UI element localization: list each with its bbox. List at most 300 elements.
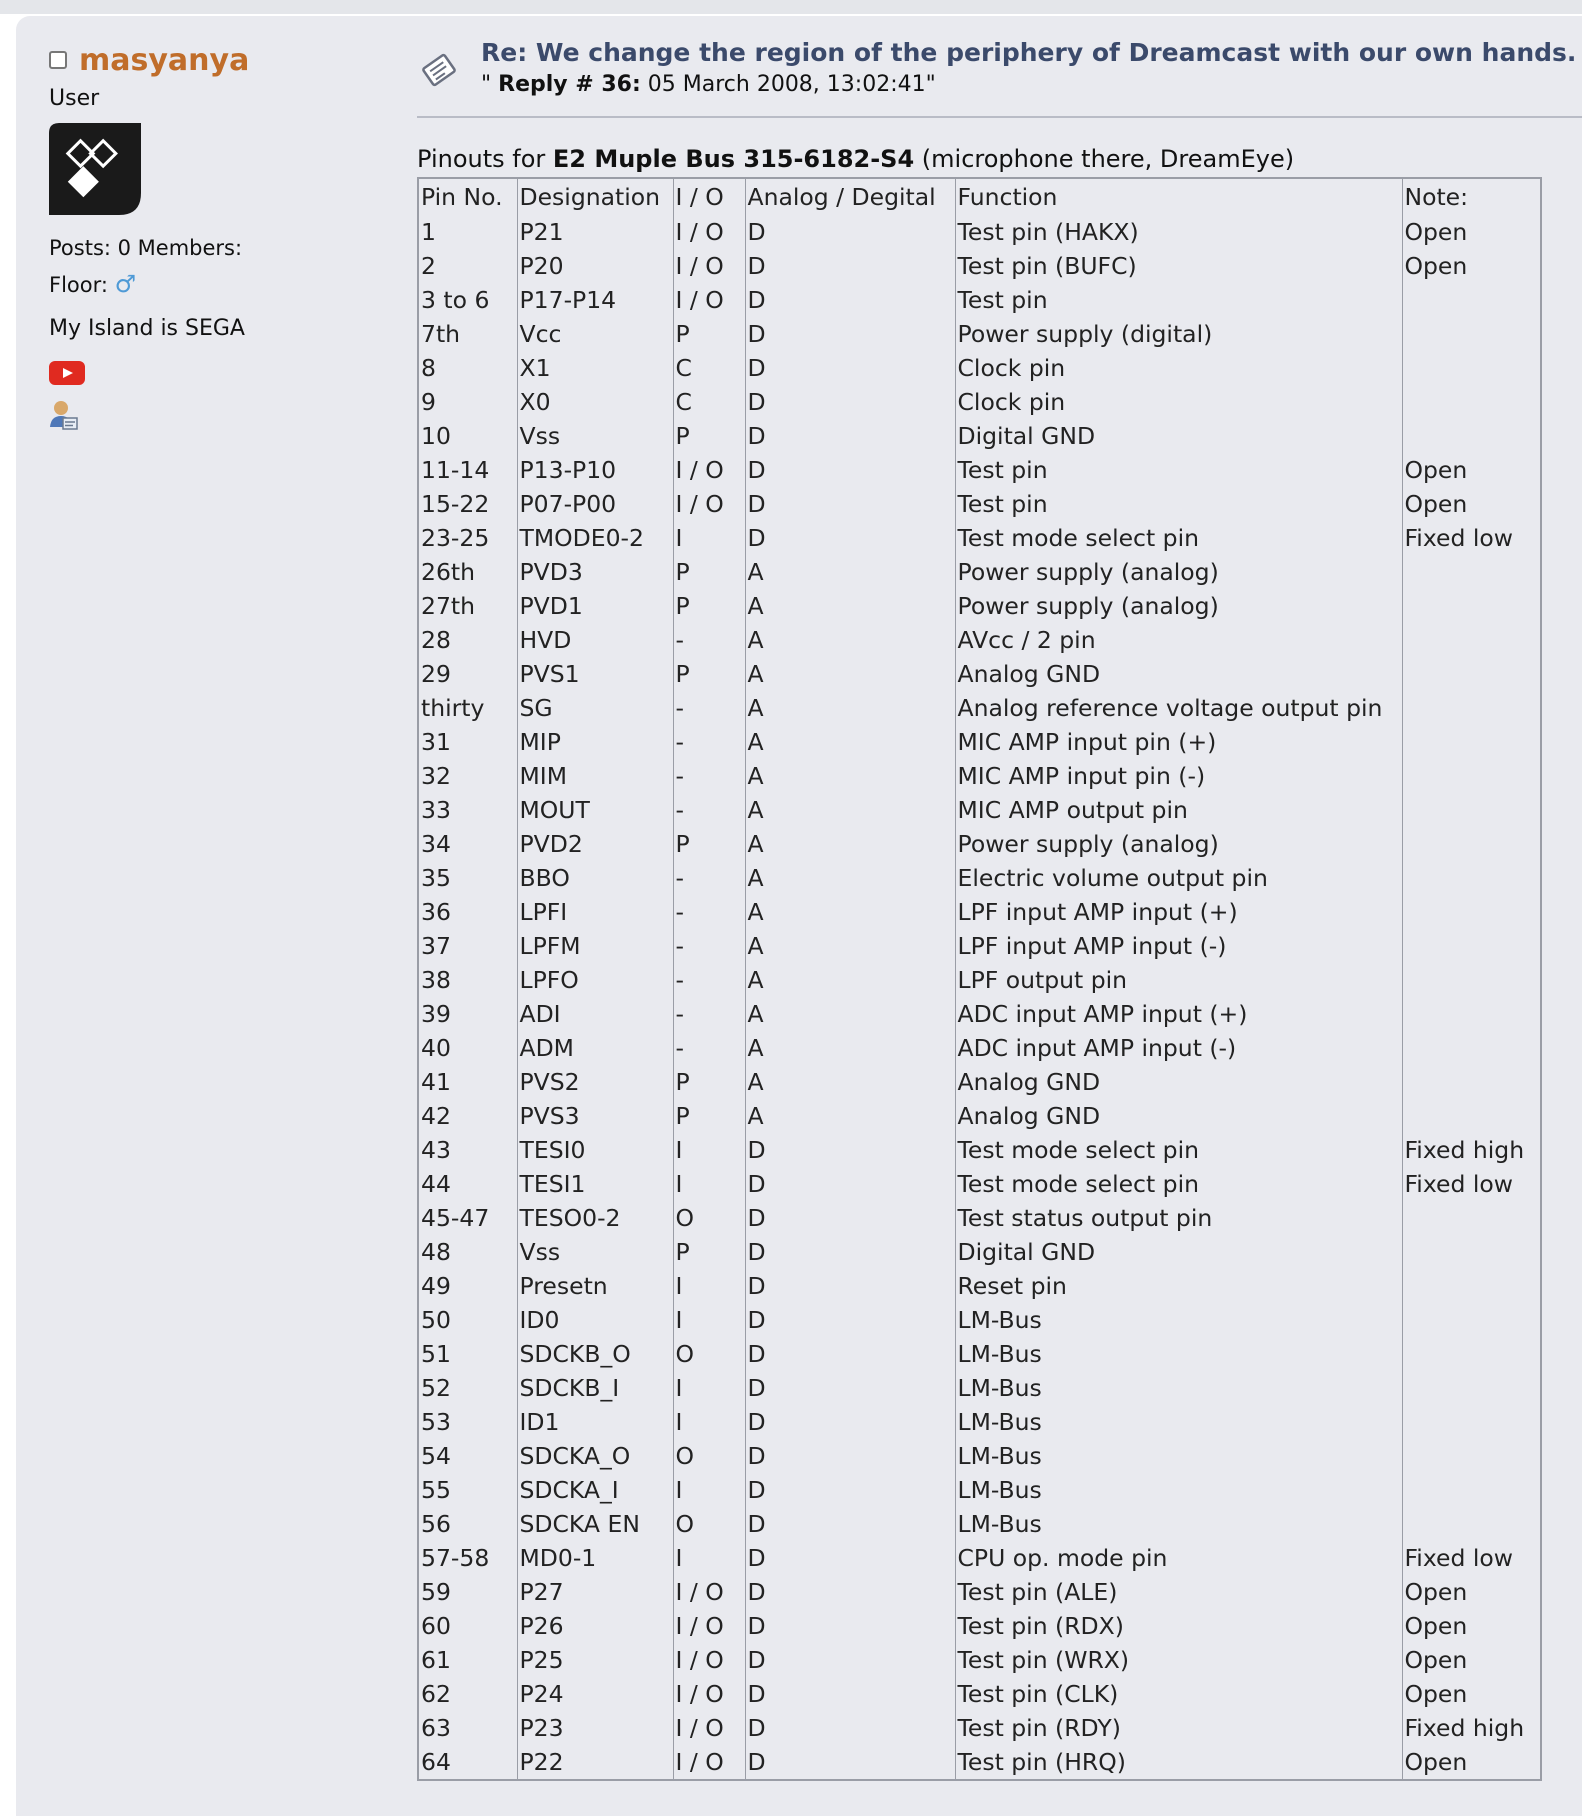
table-row: [418, 1235, 1541, 1269]
cell-pin-no: 40: [418, 1031, 517, 1065]
cell-designation: TMODE0-2: [517, 521, 673, 555]
cell-designation: P26: [517, 1609, 673, 1643]
cell-io: -: [673, 963, 745, 997]
cell-pin-no: 29: [418, 657, 517, 691]
cell-analog-digital: D: [745, 1269, 955, 1303]
table-row: [418, 1031, 1541, 1065]
cell-io: -: [673, 861, 745, 895]
cell-analog-digital: D: [745, 1541, 955, 1575]
cell-note: [1402, 827, 1541, 861]
cell-function: ADC input AMP input (+): [955, 997, 1402, 1031]
table-row: [418, 555, 1541, 589]
cell-analog-digital: A: [745, 1099, 955, 1133]
cell-function: LM-Bus: [955, 1371, 1402, 1405]
poster-floor: [49, 269, 379, 300]
cell-analog-digital: A: [745, 691, 955, 725]
cell-analog-digital: D: [745, 1643, 955, 1677]
table-header-row: [418, 178, 1541, 215]
cell-designation: MIM: [517, 759, 673, 793]
table-row: [418, 1371, 1541, 1405]
column-header-io: I / O: [673, 178, 745, 215]
cell-pin-no: 26th: [418, 555, 517, 589]
table-row: [418, 453, 1541, 487]
cell-designation: ADI: [517, 997, 673, 1031]
cell-analog-digital: D: [745, 1303, 955, 1337]
cell-note: [1402, 1473, 1541, 1507]
cell-note: Open: [1402, 249, 1541, 283]
cell-designation: SDCKA_I: [517, 1473, 673, 1507]
cell-io: P: [673, 1235, 745, 1269]
cell-analog-digital: A: [745, 623, 955, 657]
cell-designation: X1: [517, 351, 673, 385]
cell-pin-no: 10: [418, 419, 517, 453]
cell-pin-no: 43: [418, 1133, 517, 1167]
cell-pin-no: 48: [418, 1235, 517, 1269]
cell-io: I / O: [673, 1609, 745, 1643]
cell-io: O: [673, 1439, 745, 1473]
post-date: 05 March 2008, 13:02:41": [640, 72, 936, 97]
cell-designation: P20: [517, 249, 673, 283]
cell-analog-digital: D: [745, 1473, 955, 1507]
cell-analog-digital: A: [745, 657, 955, 691]
cell-io: C: [673, 385, 745, 419]
cell-analog-digital: D: [745, 1711, 955, 1745]
cell-pin-no: 61: [418, 1643, 517, 1677]
cell-analog-digital: A: [745, 1065, 955, 1099]
table-row: [418, 351, 1541, 385]
cell-io: -: [673, 759, 745, 793]
column-header-note: Note:: [1402, 178, 1541, 215]
cell-function: Clock pin: [955, 351, 1402, 385]
cell-pin-no: 38: [418, 963, 517, 997]
cell-pin-no: 56: [418, 1507, 517, 1541]
cell-analog-digital: A: [745, 725, 955, 759]
pinout-table: [417, 177, 1542, 1781]
cell-designation: SDCKA_O: [517, 1439, 673, 1473]
cell-note: [1402, 351, 1541, 385]
cell-designation: BBO: [517, 861, 673, 895]
online-status-icon: [49, 51, 67, 69]
caption-prefix: Pinouts for: [417, 145, 553, 173]
column-header-function: Function: [955, 178, 1402, 215]
cell-function: Test pin (HAKX): [955, 215, 1402, 249]
cell-note: [1402, 1507, 1541, 1541]
cell-note: Open: [1402, 1677, 1541, 1711]
cell-pin-no: 33: [418, 793, 517, 827]
cell-pin-no: 1: [418, 215, 517, 249]
cell-pin-no: 62: [418, 1677, 517, 1711]
table-row: [418, 1099, 1541, 1133]
cell-function: Test pin: [955, 453, 1402, 487]
cell-pin-no: 8: [418, 351, 517, 385]
youtube-icon[interactable]: [49, 361, 85, 385]
cell-note: [1402, 1405, 1541, 1439]
cell-designation: SDCKB_O: [517, 1337, 673, 1371]
cell-function: Analog reference voltage output pin: [955, 691, 1402, 725]
cell-analog-digital: D: [745, 1201, 955, 1235]
cell-io: I: [673, 1541, 745, 1575]
post-title-link[interactable]: Re: We change the region of the periphery of Dreamcast with our own hands.: [481, 38, 1577, 67]
cell-io: I: [673, 1405, 745, 1439]
table-row: [418, 487, 1541, 521]
poster-posts: Posts: 0 Members:: [49, 236, 243, 260]
table-row: [418, 419, 1541, 453]
cell-analog-digital: A: [745, 1031, 955, 1065]
cell-note: [1402, 1303, 1541, 1337]
cell-pin-no: 49: [418, 1269, 517, 1303]
cell-pin-no: 57-58: [418, 1541, 517, 1575]
table-row: [418, 1065, 1541, 1099]
cell-function: Test pin (WRX): [955, 1643, 1402, 1677]
cell-pin-no: 15-22: [418, 487, 517, 521]
table-row: [418, 725, 1541, 759]
cell-designation: Vss: [517, 419, 673, 453]
table-row: [418, 1643, 1541, 1677]
table-row: [418, 1541, 1541, 1575]
cell-designation: P25: [517, 1643, 673, 1677]
cell-io: P: [673, 317, 745, 351]
cell-function: Test pin (RDX): [955, 1609, 1402, 1643]
cell-pin-no: 36: [418, 895, 517, 929]
cell-note: [1402, 1099, 1541, 1133]
cell-function: AVcc / 2 pin: [955, 623, 1402, 657]
cell-pin-no: 34: [418, 827, 517, 861]
cell-designation: SDCKA EN: [517, 1507, 673, 1541]
table-row: [418, 521, 1541, 555]
cell-note: Fixed high: [1402, 1711, 1541, 1745]
cell-pin-no: 11-14: [418, 453, 517, 487]
cell-io: I: [673, 1303, 745, 1337]
cell-io: I: [673, 1133, 745, 1167]
cell-function: LM-Bus: [955, 1303, 1402, 1337]
cell-io: -: [673, 691, 745, 725]
cell-io: P: [673, 1099, 745, 1133]
avatar[interactable]: [49, 123, 141, 215]
cell-io: P: [673, 657, 745, 691]
cell-pin-no: 45-47: [418, 1201, 517, 1235]
cell-analog-digital: A: [745, 997, 955, 1031]
cell-note: [1402, 929, 1541, 963]
cell-analog-digital: D: [745, 1745, 955, 1780]
cell-designation: Vss: [517, 1235, 673, 1269]
cell-io: P: [673, 827, 745, 861]
cell-analog-digital: A: [745, 555, 955, 589]
table-row: [418, 589, 1541, 623]
cell-note: Fixed high: [1402, 1133, 1541, 1167]
cell-designation: P07-P00: [517, 487, 673, 521]
cell-function: CPU op. mode pin: [955, 1541, 1402, 1575]
table-row: [418, 759, 1541, 793]
cell-function: Test pin: [955, 283, 1402, 317]
cell-analog-digital: A: [745, 963, 955, 997]
table-row: [418, 1303, 1541, 1337]
cell-io: P: [673, 419, 745, 453]
cell-function: Test pin (BUFC): [955, 249, 1402, 283]
cell-designation: ADM: [517, 1031, 673, 1065]
cell-pin-no: 51: [418, 1337, 517, 1371]
cell-pin-no: 53: [418, 1405, 517, 1439]
poster-name-link[interactable]: masyanya: [79, 42, 250, 78]
cell-function: Test pin: [955, 487, 1402, 521]
cell-note: Open: [1402, 1745, 1541, 1780]
cell-note: [1402, 317, 1541, 351]
cell-note: [1402, 657, 1541, 691]
cell-function: MIC AMP input pin (+): [955, 725, 1402, 759]
cell-designation: ID0: [517, 1303, 673, 1337]
male-icon: ♂: [114, 270, 137, 298]
table-row: [418, 895, 1541, 929]
cell-io: I: [673, 1473, 745, 1507]
cell-designation: SG: [517, 691, 673, 725]
cell-function: LPF input AMP input (+): [955, 895, 1402, 929]
cell-function: Test pin (HRQ): [955, 1745, 1402, 1780]
cell-designation: PVS3: [517, 1099, 673, 1133]
cell-io: I / O: [673, 1575, 745, 1609]
cell-function: Analog GND: [955, 1065, 1402, 1099]
cell-designation: MOUT: [517, 793, 673, 827]
reply-number: Reply # 36:: [498, 72, 641, 97]
cell-function: Power supply (analog): [955, 589, 1402, 623]
cell-note: Open: [1402, 215, 1541, 249]
cell-io: -: [673, 929, 745, 963]
profile-icon[interactable]: [49, 399, 79, 431]
table-row: [418, 861, 1541, 895]
cell-pin-no: thirty: [418, 691, 517, 725]
table-row: [418, 827, 1541, 861]
cell-note: [1402, 997, 1541, 1031]
table-row: [418, 997, 1541, 1031]
cell-io: -: [673, 793, 745, 827]
table-row: [418, 1201, 1541, 1235]
cell-note: [1402, 793, 1541, 827]
cell-designation: LPFO: [517, 963, 673, 997]
table-row: [418, 1677, 1541, 1711]
cell-io: I / O: [673, 249, 745, 283]
cell-pin-no: 42: [418, 1099, 517, 1133]
cell-designation: TESO0-2: [517, 1201, 673, 1235]
cell-pin-no: 28: [418, 623, 517, 657]
cell-pin-no: 59: [418, 1575, 517, 1609]
cell-designation: PVD3: [517, 555, 673, 589]
cell-analog-digital: D: [745, 487, 955, 521]
cell-pin-no: 52: [418, 1371, 517, 1405]
cell-function: Digital GND: [955, 419, 1402, 453]
cell-note: Open: [1402, 1643, 1541, 1677]
cell-designation: PVS1: [517, 657, 673, 691]
cell-function: LM-Bus: [955, 1507, 1402, 1541]
cell-pin-no: 32: [418, 759, 517, 793]
cell-designation: Presetn: [517, 1269, 673, 1303]
cell-function: MIC AMP output pin: [955, 793, 1402, 827]
cell-function: Power supply (analog): [955, 827, 1402, 861]
post-icon: [417, 48, 461, 92]
poster-group: User: [49, 86, 100, 111]
cell-analog-digital: A: [745, 759, 955, 793]
cell-io: I: [673, 521, 745, 555]
cell-analog-digital: D: [745, 1507, 955, 1541]
cell-function: Test mode select pin: [955, 1167, 1402, 1201]
pinout-caption: [417, 145, 1294, 173]
cell-pin-no: 27th: [418, 589, 517, 623]
cell-analog-digital: D: [745, 1439, 955, 1473]
cell-function: Power supply (digital): [955, 317, 1402, 351]
cell-function: Test mode select pin: [955, 521, 1402, 555]
poster-name-row: [49, 40, 379, 80]
table-row: [418, 385, 1541, 419]
cell-function: Reset pin: [955, 1269, 1402, 1303]
top-edge: [0, 0, 1582, 14]
cell-function: ADC input AMP input (-): [955, 1031, 1402, 1065]
cell-note: Open: [1402, 453, 1541, 487]
cell-function: Test mode select pin: [955, 1133, 1402, 1167]
cell-pin-no: 41: [418, 1065, 517, 1099]
table-row: [418, 215, 1541, 249]
cell-analog-digital: D: [745, 1235, 955, 1269]
cell-note: [1402, 623, 1541, 657]
cell-io: I: [673, 1371, 745, 1405]
cell-function: Digital GND: [955, 1235, 1402, 1269]
cell-io: P: [673, 555, 745, 589]
cell-function: Analog GND: [955, 1099, 1402, 1133]
cell-analog-digital: D: [745, 419, 955, 453]
cell-io: I / O: [673, 453, 745, 487]
cell-designation: Vcc: [517, 317, 673, 351]
cell-function: Test pin (RDY): [955, 1711, 1402, 1745]
poster-personal-text: My Island is SEGA: [49, 316, 245, 341]
cell-io: I / O: [673, 1711, 745, 1745]
cell-function: LPF output pin: [955, 963, 1402, 997]
cell-designation: SDCKB_I: [517, 1371, 673, 1405]
cell-pin-no: 31: [418, 725, 517, 759]
cell-note: [1402, 1371, 1541, 1405]
cell-designation: TESI0: [517, 1133, 673, 1167]
cell-analog-digital: D: [745, 1575, 955, 1609]
cell-note: [1402, 1065, 1541, 1099]
cell-note: [1402, 1439, 1541, 1473]
cell-designation: P13-P10: [517, 453, 673, 487]
cell-pin-no: 35: [418, 861, 517, 895]
cell-io: I / O: [673, 283, 745, 317]
cell-note: [1402, 963, 1541, 997]
cell-designation: P23: [517, 1711, 673, 1745]
cell-note: Open: [1402, 1609, 1541, 1643]
cell-io: O: [673, 1201, 745, 1235]
cell-designation: HVD: [517, 623, 673, 657]
header-divider: [417, 116, 1582, 118]
cell-designation: LPFI: [517, 895, 673, 929]
cell-analog-digital: D: [745, 351, 955, 385]
table-row: [418, 1575, 1541, 1609]
cell-note: [1402, 895, 1541, 929]
cell-io: I / O: [673, 215, 745, 249]
cell-function: Analog GND: [955, 657, 1402, 691]
cell-designation: MD0-1: [517, 1541, 673, 1575]
cell-function: Power supply (analog): [955, 555, 1402, 589]
cell-io: I: [673, 1167, 745, 1201]
cell-note: [1402, 385, 1541, 419]
cell-function: LPF input AMP input (-): [955, 929, 1402, 963]
cell-function: LM-Bus: [955, 1439, 1402, 1473]
cell-io: C: [673, 351, 745, 385]
cell-io: -: [673, 725, 745, 759]
post-meta: [481, 72, 936, 97]
cell-pin-no: 7th: [418, 317, 517, 351]
cell-analog-digital: A: [745, 793, 955, 827]
cell-analog-digital: D: [745, 1133, 955, 1167]
cell-analog-digital: A: [745, 929, 955, 963]
cell-designation: PVD1: [517, 589, 673, 623]
cell-pin-no: 63: [418, 1711, 517, 1745]
table-row: [418, 1473, 1541, 1507]
cell-io: -: [673, 1031, 745, 1065]
cell-note: [1402, 861, 1541, 895]
cell-note: [1402, 419, 1541, 453]
cell-io: -: [673, 997, 745, 1031]
cell-note: [1402, 555, 1541, 589]
cell-analog-digital: D: [745, 1405, 955, 1439]
cell-function: Test pin (ALE): [955, 1575, 1402, 1609]
cell-note: Open: [1402, 487, 1541, 521]
cell-function: Test pin (CLK): [955, 1677, 1402, 1711]
table-row: [418, 793, 1541, 827]
cell-analog-digital: A: [745, 895, 955, 929]
cell-io: O: [673, 1337, 745, 1371]
cell-note: [1402, 1031, 1541, 1065]
cell-designation: MIP: [517, 725, 673, 759]
cell-analog-digital: D: [745, 1337, 955, 1371]
cell-pin-no: 64: [418, 1745, 517, 1780]
cell-io: I: [673, 1269, 745, 1303]
cell-analog-digital: D: [745, 385, 955, 419]
cell-io: -: [673, 895, 745, 929]
table-body: [418, 215, 1541, 1780]
cell-note: Fixed low: [1402, 1167, 1541, 1201]
cell-analog-digital: A: [745, 589, 955, 623]
cell-note: [1402, 283, 1541, 317]
cell-io: I / O: [673, 1643, 745, 1677]
cell-function: Electric volume output pin: [955, 861, 1402, 895]
cell-analog-digital: D: [745, 317, 955, 351]
cell-io: I / O: [673, 1677, 745, 1711]
cell-pin-no: 60: [418, 1609, 517, 1643]
table-row: [418, 623, 1541, 657]
poster-floor-label: Floor:: [49, 273, 108, 297]
cell-designation: LPFM: [517, 929, 673, 963]
cell-function: Clock pin: [955, 385, 1402, 419]
cell-note: [1402, 1201, 1541, 1235]
table-row: [418, 249, 1541, 283]
cell-designation: P27: [517, 1575, 673, 1609]
post-meta-prefix: ": [481, 72, 499, 97]
column-header-analog-digital: Analog / Degital: [745, 178, 955, 215]
cell-pin-no: 9: [418, 385, 517, 419]
cell-pin-no: 2: [418, 249, 517, 283]
cell-io: P: [673, 589, 745, 623]
cell-pin-no: 37: [418, 929, 517, 963]
table-row: [418, 1269, 1541, 1303]
cell-function: LM-Bus: [955, 1337, 1402, 1371]
table-row: [418, 929, 1541, 963]
cell-analog-digital: D: [745, 521, 955, 555]
table-row: [418, 1745, 1541, 1780]
cell-analog-digital: D: [745, 1371, 955, 1405]
cell-designation: P17-P14: [517, 283, 673, 317]
cell-note: Fixed low: [1402, 1541, 1541, 1575]
cell-pin-no: 55: [418, 1473, 517, 1507]
cell-analog-digital: D: [745, 453, 955, 487]
cell-note: [1402, 725, 1541, 759]
cell-designation: P21: [517, 215, 673, 249]
